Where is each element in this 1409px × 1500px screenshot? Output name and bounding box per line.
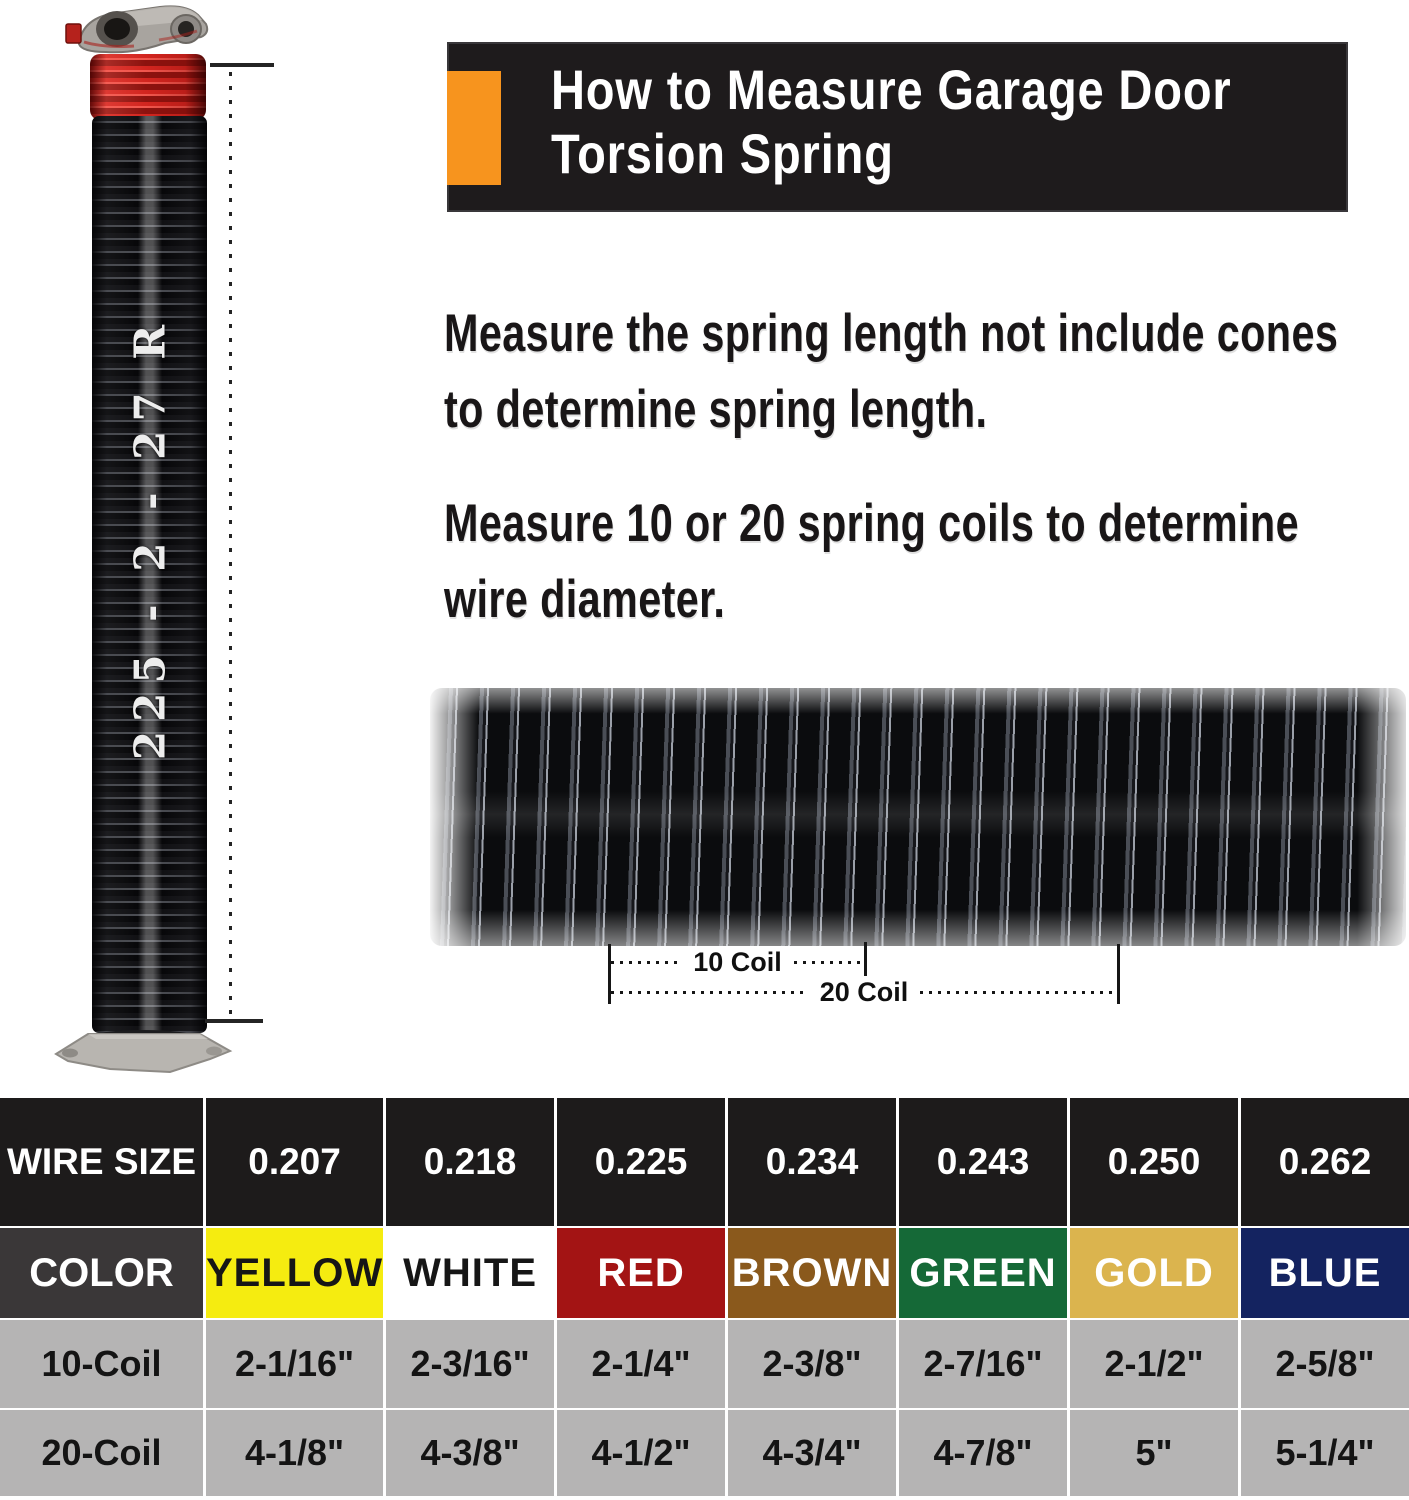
- ten-coil-row-header: 10-Coil: [0, 1320, 203, 1408]
- color-swatch-cell: BROWN: [728, 1228, 896, 1318]
- twenty-coil-value: 4-1/2": [557, 1410, 725, 1496]
- ten-coil-label: 10 Coil: [693, 946, 782, 977]
- color-swatch-cell: GREEN: [899, 1228, 1067, 1318]
- wire-size-value: 0.234: [728, 1098, 896, 1226]
- wire-size-row-header: WIRE SIZE: [0, 1098, 203, 1226]
- title-line-2: Torsion Spring: [551, 122, 894, 185]
- instruction-line: Measure 10 or 20 spring coils to determine: [444, 494, 1299, 553]
- twenty-coil-value: 5": [1070, 1410, 1238, 1496]
- color-row-header: COLOR: [0, 1228, 203, 1318]
- instruction-line: to determine spring length.: [444, 380, 988, 439]
- color-swatch-cell: GOLD: [1070, 1228, 1238, 1318]
- twenty-coil-value: 4-7/8": [899, 1410, 1067, 1496]
- wire-size-value: 0.218: [386, 1098, 554, 1226]
- instruction-line: Measure the spring length not include cones: [444, 304, 1339, 363]
- twenty-coil-value: 4-1/8": [206, 1410, 383, 1496]
- twenty-coil-value: 5-1/4": [1241, 1410, 1409, 1496]
- spring-black-coil-body: [92, 116, 207, 1033]
- ten-coil-value: 2-1/2": [1070, 1320, 1238, 1408]
- instruction-paragraph-1: [444, 296, 1409, 448]
- length-dimension-bottom-tick: [205, 1019, 263, 1023]
- wire-size-value: 0.243: [899, 1098, 1067, 1226]
- wire-size-value: 0.207: [206, 1098, 383, 1226]
- ten-coil-value: 2-3/8": [728, 1320, 896, 1408]
- measure-tick-10coil: [864, 942, 867, 976]
- ten-coil-value: 2-7/16": [899, 1320, 1067, 1408]
- ten-coil-measure: [611, 947, 864, 977]
- ten-coil-value: 2-1/16": [206, 1320, 383, 1408]
- dotted-line: [794, 961, 864, 964]
- dotted-line: [611, 961, 681, 964]
- coil-closeup-photo: [430, 688, 1406, 946]
- twenty-coil-value: 4-3/4": [728, 1410, 896, 1496]
- title-banner: [447, 42, 1348, 212]
- twenty-coil-measure: [611, 977, 1117, 1007]
- ten-coil-value: 2-5/8": [1241, 1320, 1409, 1408]
- color-swatch-cell: BLUE: [1241, 1228, 1409, 1318]
- twenty-coil-row-header: 20-Coil: [0, 1410, 203, 1496]
- instruction-paragraph-2: [444, 486, 1409, 638]
- spec-table: [0, 1098, 1409, 1496]
- length-dimension-top-tick: [210, 63, 274, 67]
- instruction-line: wire diameter.: [444, 570, 726, 629]
- torsion-spring-figure: [0, 0, 300, 1085]
- dotted-line: [611, 991, 808, 994]
- color-swatch-cell: YELLOW: [206, 1228, 383, 1318]
- spring-base-flange: [48, 1026, 238, 1080]
- color-swatch-cell: WHITE: [386, 1228, 554, 1318]
- wire-size-value: 0.250: [1070, 1098, 1238, 1226]
- wire-size-value: 0.225: [557, 1098, 725, 1226]
- twenty-coil-label: 20 Coil: [819, 976, 909, 1007]
- page-title: [551, 58, 1361, 186]
- color-swatch-cell: RED: [557, 1228, 725, 1318]
- orange-accent-block: [447, 71, 501, 185]
- length-dimension-dotted-line: [229, 72, 232, 1016]
- spring-size-label: 225 - 2 - 27 R: [125, 315, 174, 760]
- ten-coil-value: 2-3/16": [386, 1320, 554, 1408]
- twenty-coil-value: 4-3/8": [386, 1410, 554, 1496]
- spring-red-coil-section: [90, 54, 206, 120]
- ten-coil-value: 2-1/4": [557, 1320, 725, 1408]
- title-line-1: How to Measure Garage Door: [551, 58, 1232, 121]
- wire-size-value: 0.262: [1241, 1098, 1409, 1226]
- measure-tick-20coil: [1117, 944, 1120, 1004]
- dotted-line: [920, 991, 1117, 994]
